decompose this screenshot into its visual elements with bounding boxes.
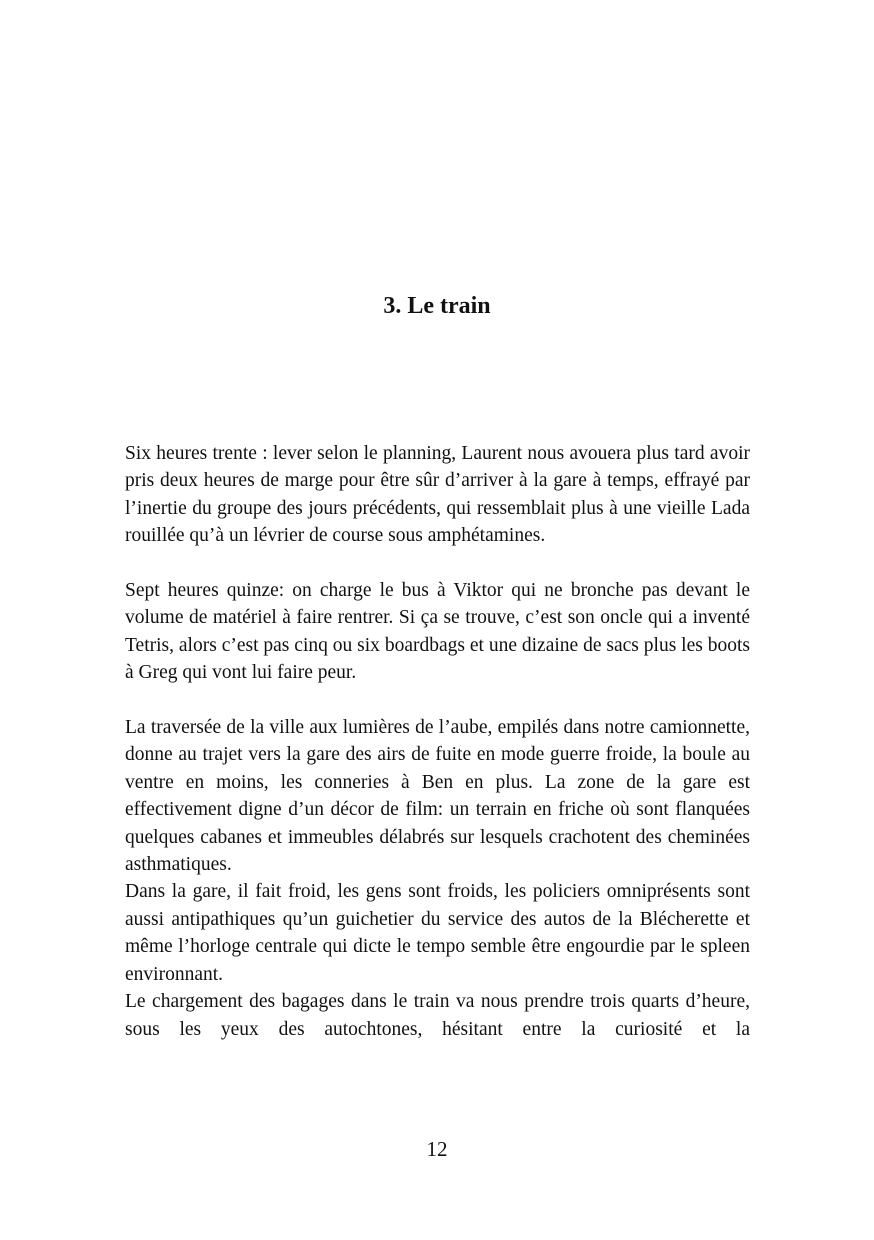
paragraph-3: La traversée de la ville aux lumières de l’aube, empilés dans notre camionnette, donne au trajet vers la gare des airs de fuite en mode guerre froide, la boule au ventre en moins, les conneries à Ben en plus. La zone de la gare est effectivement digne d’un décor de film: un terrain en friche où sont flanquées quelques cabanes et immeubles délabrés sur lesquels crachotent des cheminées asthmatiques. <box>125 717 750 876</box>
paragraph-gap <box>125 550 750 577</box>
body-text <box>125 440 750 1043</box>
chapter-title: 3. Le train <box>383 293 491 319</box>
paragraph-1: Six heures trente : lever selon le planning, Laurent nous avouera plus tard avoir pris deux heures de marge pour être sûr d’arriver à la gare à temps, effrayé par l’inertie du groupe des jours précédents, qui ressemblait plus à une vieille Lada rouillée qu’à un lévrier de course sous amphétamines. <box>125 443 750 547</box>
page-number: 12 <box>426 1137 448 1161</box>
paragraph-5: Le chargement des bagages dans le train va nous prendre trois quarts d’heure, sous les yeux des autochtones, hésitant entre la curiosité et la <box>125 991 750 1040</box>
paragraph-2: Sept heures quinze: on charge le bus à Viktor qui ne bronche pas devant le volume de matériel à faire rentrer. Si ça se trouve, c’est son oncle qui a inventé Tetris, alors c’est pas cinq ou six boardbags et une dizaine de sacs plus les boots à Greg qui vont lui faire peur. <box>125 580 750 684</box>
paragraph-4: Dans la gare, il fait froid, les gens sont froids, les policiers omniprésents sont aussi antipathiques qu’un guichetier du service des autos de la Blécherette et même l’horloge centrale qui dicte le tempo semble être engourdie par le spleen environnant. <box>125 881 750 985</box>
paragraph-gap <box>125 687 750 714</box>
